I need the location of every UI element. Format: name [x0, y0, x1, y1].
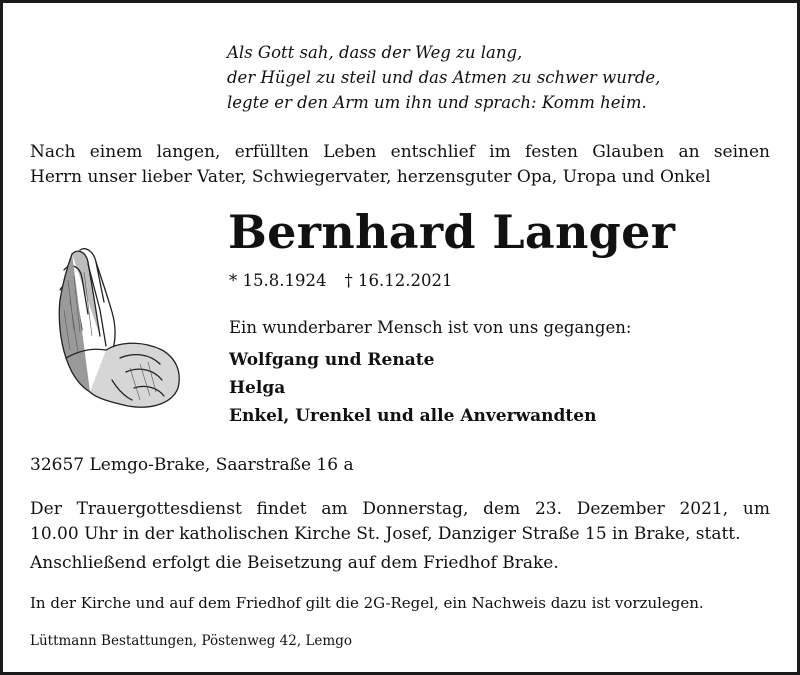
- death-date: † 16.12.2021: [344, 271, 453, 290]
- deceased-name: Bernhard Langer: [228, 205, 676, 259]
- undertaker: Lüttmann Bestattungen, Pöstenweg 42, Lemgo: [30, 633, 352, 649]
- mourner-line: Wolfgang und Renate: [229, 350, 435, 370]
- service-line: Der Trauergottesdienst findet am Donnerstag, dem 23. Dezember 2021, um: [30, 499, 770, 519]
- poem: [227, 40, 660, 115]
- service-line: 10.00 Uhr in der katholischen Kirche St. Josef, Danziger Straße 15 in Brake, statt.: [30, 524, 741, 544]
- mourner-line: Enkel, Urenkel und alle Anverwandten: [229, 406, 597, 426]
- mourner-line: Helga: [229, 378, 286, 398]
- poem-line: Als Gott sah, dass der Weg zu lang,: [227, 43, 523, 62]
- intro-text: [30, 140, 770, 190]
- life-dates: [229, 271, 452, 290]
- service-text: [30, 497, 770, 547]
- covid-notice: In der Kirche und auf dem Friedhof gilt die 2G-Regel, ein Nachweis dazu ist vorzulegen.: [30, 594, 704, 612]
- mourners-list: [229, 346, 596, 430]
- farewell-line: Ein wunderbarer Mensch ist von uns gegangen:: [229, 318, 632, 337]
- burial-text: Anschließend erfolgt die Beisetzung auf dem Friedhof Brake.: [30, 553, 559, 573]
- birth-date: * 15.8.1924: [229, 271, 327, 290]
- intro-line: Herrn unser lieber Vater, Schwiegervater, herzensguter Opa, Uropa und Onkel: [30, 167, 711, 187]
- praying-hands-icon: [50, 240, 190, 416]
- poem-line: der Hügel zu steil und das Atmen zu schwer wurde,: [227, 68, 661, 87]
- address: 32657 Lemgo-Brake, Saarstraße 16 a: [30, 455, 354, 475]
- intro-line: Nach einem langen, erfüllten Leben entschlief im festen Glauben an seinen: [30, 142, 770, 162]
- poem-line: legte er den Arm um ihn und sprach: Komm heim.: [227, 93, 647, 112]
